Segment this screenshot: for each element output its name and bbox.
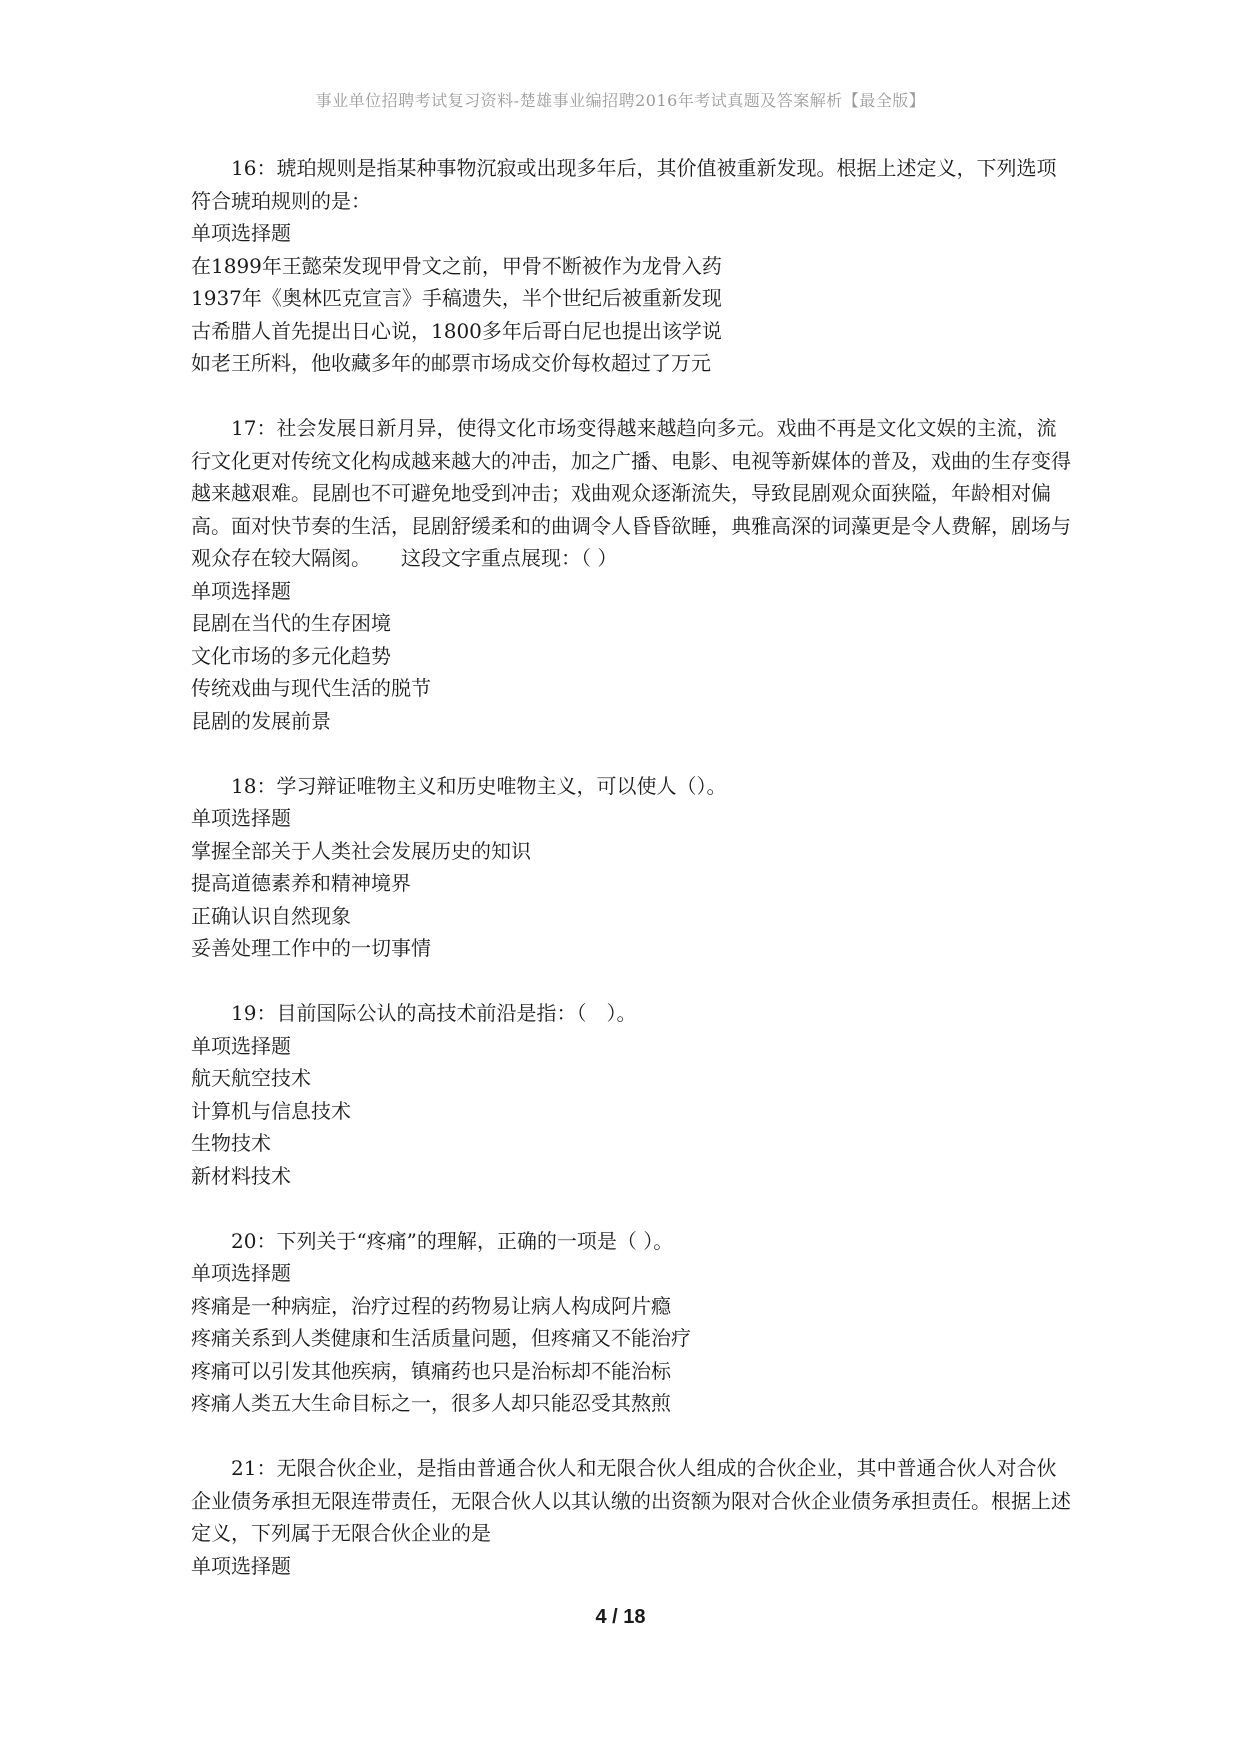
question-stem: 18：学习辩证唯物主义和历史唯物主义，可以使人（）。 bbox=[231, 773, 727, 798]
question-type: 单项选择题 bbox=[191, 806, 291, 830]
question-18 bbox=[191, 770, 1071, 965]
option-d: 昆剧的发展前景 bbox=[191, 708, 331, 733]
option-b: 提高道德素养和精神境界 bbox=[191, 871, 411, 895]
page-header: 事业单位招聘考试复习资料-楚雄事业编招聘2016年考试真题及答案解析【最全版】 bbox=[315, 91, 926, 110]
option-d: 如老王所料，他收藏多年的邮票市场成交价每枚超过了万元 bbox=[191, 351, 711, 375]
option-b: 疼痛关系到人类健康和生活质量问题，但疼痛又不能治疗 bbox=[191, 1326, 691, 1350]
option-d: 新材料技术 bbox=[191, 1163, 291, 1188]
question-type: 单项选择题 bbox=[191, 1261, 291, 1285]
option-a: 掌握全部关于人类社会发展历史的知识 bbox=[191, 838, 531, 863]
page-number: 4 / 18 bbox=[595, 1606, 646, 1628]
question-16 bbox=[191, 152, 1071, 380]
option-a: 航天航空技术 bbox=[191, 1066, 311, 1090]
option-d: 妥善处理工作中的一切事情 bbox=[191, 936, 431, 960]
option-c: 正确认识自然现象 bbox=[191, 903, 351, 928]
option-a: 疼痛是一种病症，治疗过程的药物易让病人构成阿片瘾 bbox=[191, 1293, 671, 1318]
question-17 bbox=[191, 412, 1071, 737]
question-stem: 20：下列关于“疼痛”的理解，正确的一项是（ ）。 bbox=[231, 1228, 674, 1253]
option-c: 古希腊人首先提出日心说，1800多年后哥白尼也提出该学说 bbox=[191, 318, 722, 343]
question-type: 单项选择题 bbox=[191, 221, 291, 245]
option-c: 传统戏曲与现代生活的脱节 bbox=[191, 676, 431, 700]
option-a: 在1899年王懿荣发现甲骨文之前，甲骨不断被作为龙骨入药 bbox=[191, 253, 722, 278]
option-d: 疼痛人类五大生命目标之一，很多人却只能忍受其熬煎 bbox=[191, 1391, 671, 1415]
question-stem: 17：社会发展日新月异，使得文化市场变得越来越趋向多元。戏曲不再是文化文娱的主流，流行文化更对传统文化构成越来越大的冲击，加之广播、电影、电视等新媒体的普及，戏曲的生存变得越来越艰难。昆剧也不可避免地受到冲击；戏曲观众逐渐流失，导致昆剧观众面狭隘，年龄相对偏高。面对快节奏的生活，昆剧舒缓柔和的曲调令人昏昏欲睡，典雅高深的词藻更是令人费解，剧场与观众存在较大隔阂。 这段文字重点展现：（ ） bbox=[191, 416, 1071, 570]
question-stem: 21：无限合伙企业，是指由普通合伙人和无限合伙人组成的合伙企业，其中普通合伙人对合伙企业债务承担无限连带责任，无限合伙人以其认缴的出资额为限对合伙企业债务承担责任。根据上述定义，下列属于无限合伙企业的是 bbox=[191, 1456, 1071, 1545]
question-stem: 16：琥珀规则是指某种事物沉寂或出现多年后，其价值被重新发现。根据上述定义，下列选项符合琥珀规则的是： bbox=[191, 156, 1057, 213]
option-b: 文化市场的多元化趋势 bbox=[191, 643, 391, 668]
question-19 bbox=[191, 997, 1071, 1192]
option-c: 生物技术 bbox=[191, 1131, 271, 1155]
option-a: 昆剧在当代的生存困境 bbox=[191, 611, 391, 635]
option-b: 1937年《奥林匹克宣言》手稿遗失，半个世纪后被重新发现 bbox=[191, 286, 722, 310]
question-21 bbox=[191, 1452, 1071, 1582]
question-type: 单项选择题 bbox=[191, 1033, 291, 1058]
option-b: 计算机与信息技术 bbox=[191, 1098, 351, 1123]
document-body bbox=[191, 152, 1071, 1615]
question-20 bbox=[191, 1225, 1071, 1420]
question-type: 单项选择题 bbox=[191, 1553, 291, 1578]
option-c: 疼痛可以引发其他疾病，镇痛药也只是治标却不能治标 bbox=[191, 1358, 671, 1383]
question-stem: 19：目前国际公认的高技术前沿是指：（ ）。 bbox=[231, 1001, 637, 1025]
question-type: 单项选择题 bbox=[191, 578, 291, 603]
